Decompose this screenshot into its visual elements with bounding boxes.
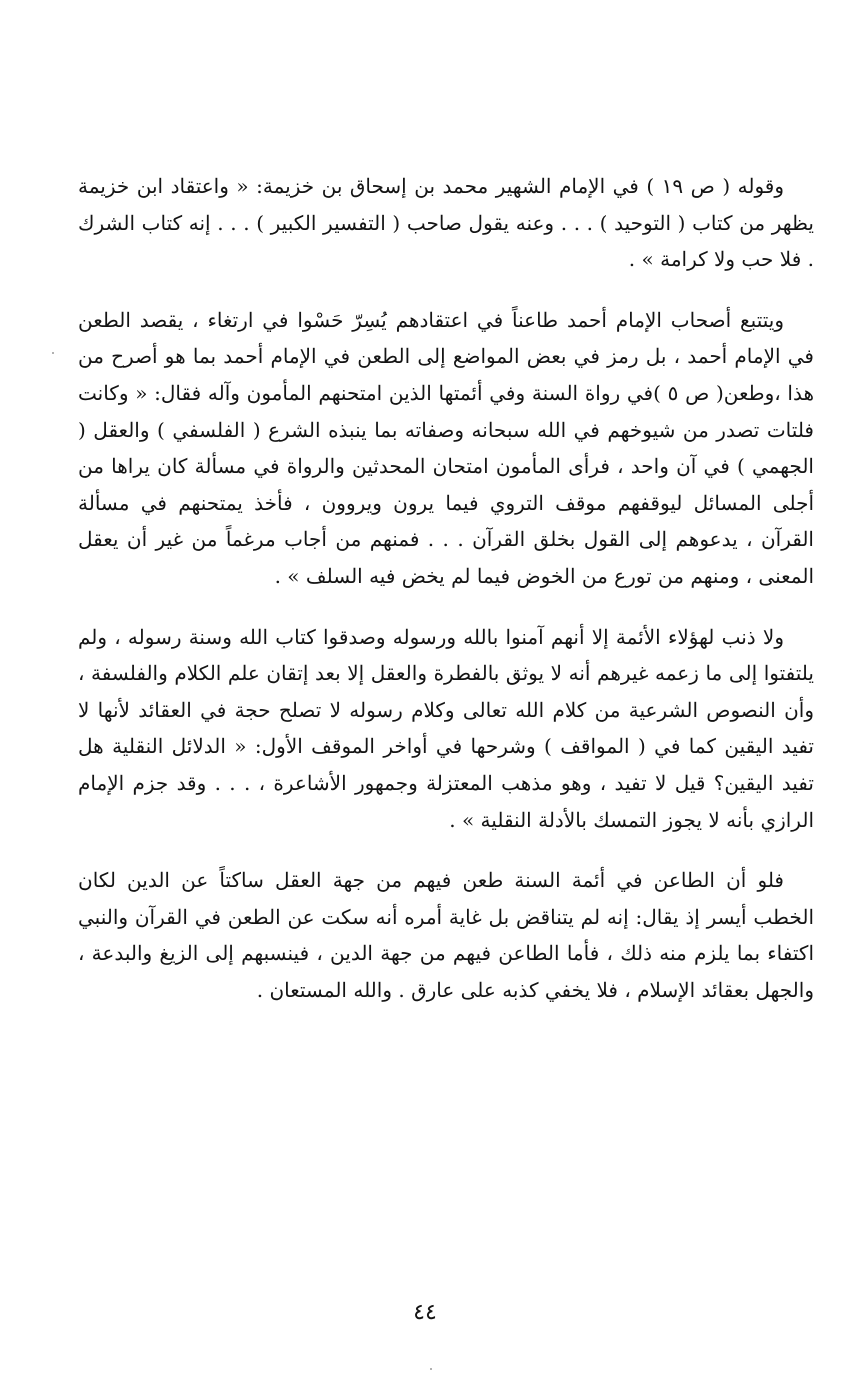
paragraph-2: ويتتبع أصحاب الإمام أحمد طاعناً في اعتقادهم يُسِرّ حَسْوا في ارتغاء ، يقصد الطعن في الإمام أحمد ، بل رمز في بعض المواضع إلى الطعن في الإمام أحمد بما هو أصرح من هذا ،وطعن( ص ٥ )في رواة السنة وفي أئمتها الذين امتحنهم المأمون وآله فقال: « وكانت فلتات تصدر من شيوخهم في الله سبحانه وصفاته بما ينبذه الشرع ( الفلسفي ) والعقل ( الجهمي ) في آن واحد ، فرأى المأمون امتحان المحدثين والرواة في مسألة كان يراها من أجلى المسائل ليوقفهم موقف التروي فيما يرون ويروون ، فأخذ يمتحنهم في مسألة القرآن ، يدعوهم إلى القول بخلق القرآن . . . فمنهم من أجاب مرغماً من غير أن يعقل المعنى ، ومنهم من تورع من الخوض فيما لم يخض فيه السلف » . [78,307,815,588]
paragraph-1: وقوله ( ص ١٩ ) في الإمام الشهير محمد بن إسحاق بن خزيمة: « واعتقاد ابن خزيمة يظهر من كتاب ( التوحيد ) . . . وعنه يقول صاحب ( التفسير الكبير ) . . . إنه كتاب الشرك . فلا حب ولا كرامة » . [78,174,814,272]
body-text [78,168,814,1008]
paragraph-4: فلو أن الطاعن في أئمة السنة طعن فيهم من جهة العقل ساكتاً عن الدين لكان الخطب أيسر إذ يقال: إنه لم يتناقض بل غاية أمره أنه سكت عن الطعن في القرآن والنبي اكتفاء بما يلزم منه ذلك ، فأما الطاعن فيهم من جهة الدين ، فينسبهم إلى الزيغ والبدعة ، والجهل بعقائد الإسلام ، فلا يخفي كذبه على عارق . والله المستعان . [78,868,814,1002]
scan-speck [430,1368,432,1370]
paragraph-3: ولا ذنب لهؤلاء الأئمة إلا أنهم آمنوا بالله ورسوله وصدقوا كتاب الله وسنة رسوله ، ولم يلتفتوا إلى ما زعمه غيرهم أنه لا يوثق بالفطرة والعقل إلا بعد إتقان علم الكلام والفلسفة ، وأن النصوص الشرعية من كلام الله تعالى وكلام رسوله لا تصلح حجة في العقائد لأنها لا تفيد اليقين كما في ( المواقف ) وشرحها في أواخر الموقف الأول: « الدلائل النقلية هل تفيد اليقين؟ قيل لا تفيد ، وهو مذهب المعتزلة وجمهور الأشاعرة ، . . . وقد جزم الإمام الرازي بأنه لا يجوز التمسك بالأدلة النقلية » . [78,624,815,832]
page-number: ٤٤ [413,1300,437,1325]
scan-speck [52,352,54,354]
